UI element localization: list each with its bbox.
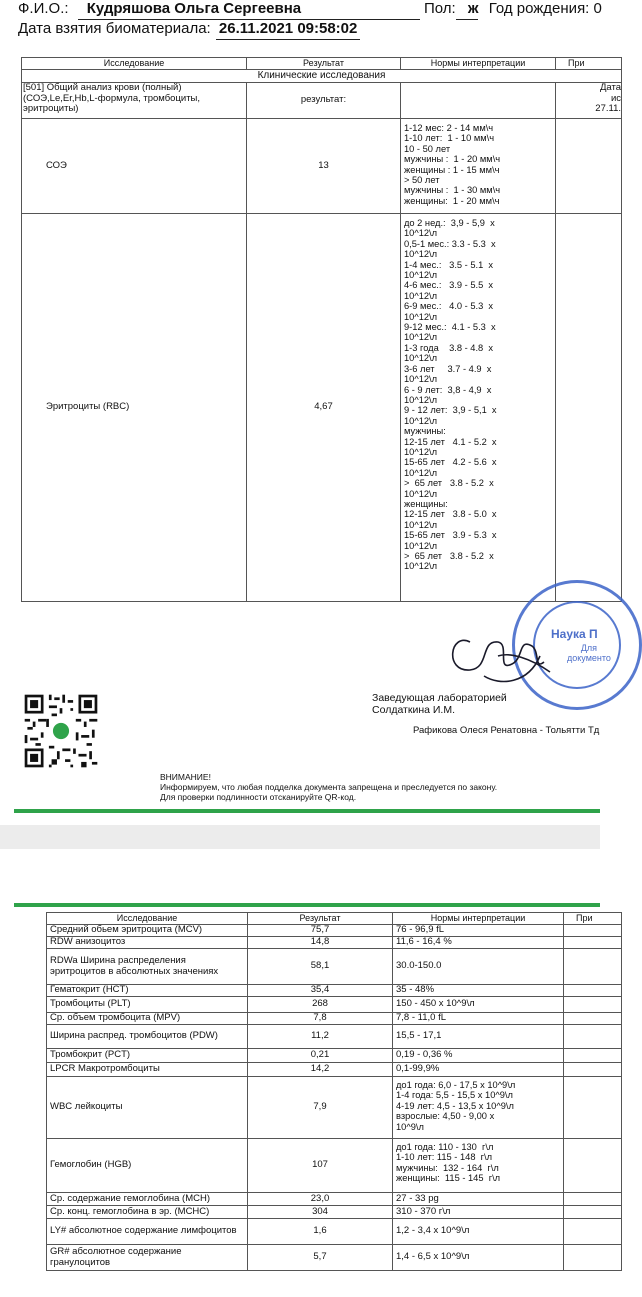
page-separator xyxy=(0,815,600,903)
row-name: Ширина распред. тромбоцитов (PDW) xyxy=(47,1025,248,1049)
table-row xyxy=(47,997,622,1013)
table-row xyxy=(47,985,622,997)
row-value: 23,0 xyxy=(248,1193,393,1206)
table-row xyxy=(47,1013,622,1025)
row-note xyxy=(564,1077,622,1139)
table-row xyxy=(47,1245,622,1271)
row-value: 13 xyxy=(247,119,401,214)
row-value: 75,7 xyxy=(248,925,393,937)
table-row xyxy=(47,1063,622,1077)
section-row xyxy=(22,70,622,83)
warning-notice xyxy=(160,772,497,802)
row-note xyxy=(564,1245,622,1271)
row-norm: 35 - 48% xyxy=(393,985,564,997)
row-note xyxy=(564,937,622,949)
executor-line: Рафикова Олеся Ренатовна - Тольятти Тд xyxy=(413,725,600,736)
date-underline xyxy=(216,39,360,40)
row-name: СОЭ xyxy=(22,119,247,214)
col-header-norms: Нормы интерпретации xyxy=(393,913,564,925)
table-row xyxy=(47,1077,622,1139)
row-value: 107 xyxy=(248,1139,393,1193)
stamp-subtitle: Для документо xyxy=(567,643,611,663)
row-norm: до1 года: 110 - 130 г\л 1-10 лет: 115 - 148 г\л мужчины: 132 - 164 г\л женщины: 115 - 145 г\л xyxy=(393,1139,564,1193)
row-value: 4,67 xyxy=(247,214,401,602)
row-value: 0,21 xyxy=(248,1049,393,1063)
panel-norm-empty xyxy=(401,83,556,119)
row-note xyxy=(564,1049,622,1063)
signature-name: Солдаткина И.М. xyxy=(372,704,456,716)
signature-scribble xyxy=(440,612,560,692)
row-value: 14,2 xyxy=(248,1063,393,1077)
row-norm: до1 года: 6,0 - 17,5 х 10^9\л 1-4 года: 5,5 - 15,5 х 10^9\л 4-19 лет: 4,5 - 13,5 х 10^9\л взрослые: 4,50 - 9,00 х 10^9\л xyxy=(393,1077,564,1139)
row-name: RDWa Ширина распределения эритроцитов в абсолютных значениях xyxy=(47,949,248,985)
row-note xyxy=(564,1013,622,1025)
row-norm: 30.0-150.0 xyxy=(393,949,564,985)
row-note xyxy=(556,214,622,602)
row-name: Ср. содержание гемоглобина (MCH) xyxy=(47,1193,248,1206)
row-value: 304 xyxy=(248,1206,393,1219)
row-value: 5,7 xyxy=(248,1245,393,1271)
row-value: 268 xyxy=(248,997,393,1013)
row-note xyxy=(564,1025,622,1049)
col-header-norms: Нормы интерпретации xyxy=(401,58,556,70)
row-name: GR# абсолютное содержание гранулоцитов xyxy=(47,1245,248,1271)
sex-value: ж xyxy=(467,0,479,17)
row-name: WBC лейкоциты xyxy=(47,1077,248,1139)
row-value: 14,8 xyxy=(248,937,393,949)
table-row xyxy=(47,1049,622,1063)
table-header-row xyxy=(22,58,622,70)
row-name: Ср. конц. гемоглобина в эр. (MCHC) xyxy=(47,1206,248,1219)
panel-name: [501] Общий анализ крови (полный)(СОЭ,Le,Er,Hb,L-формула, тромбоциты, эритроциты) xyxy=(22,83,247,119)
row-value: 7,8 xyxy=(248,1013,393,1025)
row-name: Эритроциты (RBC) xyxy=(22,214,247,602)
row-note xyxy=(564,1063,622,1077)
row-norm: 1-12 мес: 2 - 14 мм\ч 1-10 лет: 1 - 10 мм\ч 10 - 50 лет мужчины : 1 - 20 мм\ч женщины : 1 - 15 мм\ч > 50 лет мужчины : 1 - 30 мм\ч женщины: 1 - 20 мм\ч xyxy=(401,119,556,214)
warning-line-1: Информируем, что любая подделка документа запрещена и преследуется по закону. xyxy=(160,782,498,792)
section-title: Клинические исследования xyxy=(22,70,622,83)
table-row xyxy=(47,1139,622,1193)
sex-label: Пол: xyxy=(424,0,456,17)
patient-name: Кудряшова Ольга Сергеевна xyxy=(86,0,302,17)
separator-band xyxy=(0,825,600,849)
table-header-row xyxy=(47,913,622,925)
row-norm: 1,2 - 3,4 х 10^9\л xyxy=(393,1219,564,1245)
table-row xyxy=(47,1219,622,1245)
patient-name-line xyxy=(18,0,301,17)
row-norm: 1,4 - 6,5 х 10^9\л xyxy=(393,1245,564,1271)
sample-date-label: Дата взятия биоматериала: xyxy=(18,20,211,37)
warning-title: ВНИМАНИЕ! xyxy=(160,772,211,782)
row-norm: 11,6 - 16,4 % xyxy=(393,937,564,949)
row-name: Ср. объем тромбоцита (MPV) xyxy=(47,1013,248,1025)
row-name: Гематокрит (HCT) xyxy=(47,985,248,997)
table-row xyxy=(22,214,622,602)
page-2-top-green-bar xyxy=(14,903,600,907)
sex-birth-line xyxy=(424,0,602,17)
table-row xyxy=(47,925,622,937)
row-note xyxy=(564,997,622,1013)
row-norm: 27 - 33 pg xyxy=(393,1193,564,1206)
col-header-study: Исследование xyxy=(22,58,247,70)
page-1-bottom-green-bar xyxy=(14,809,600,813)
table-row xyxy=(47,1206,622,1219)
warning-line-2: Для проверки подлинности отсканируйте QR-код. xyxy=(160,792,357,802)
sex-underline xyxy=(456,19,478,20)
stamp-title: Наука П xyxy=(551,627,598,641)
row-note xyxy=(564,949,622,985)
panel-result-label: результат: xyxy=(247,83,401,119)
verification-qr-code xyxy=(22,692,100,770)
row-name: Средний обьем эритроцита (MCV) xyxy=(47,925,248,937)
row-name: Гемоглобин (HGB) xyxy=(47,1139,248,1193)
row-note xyxy=(564,925,622,937)
panel-row xyxy=(22,83,622,119)
row-norm: 0,1-99,9% xyxy=(393,1063,564,1077)
row-value: 58,1 xyxy=(248,949,393,985)
row-norm: 150 - 450 х 10^9\л xyxy=(393,997,564,1013)
sample-date-line xyxy=(18,20,357,37)
col-header-result: Результат xyxy=(248,913,393,925)
col-header-note: При xyxy=(564,913,622,925)
sample-date-value: 26.11.2021 09:58:02 xyxy=(218,20,358,37)
row-name: Тромбоциты (PLT) xyxy=(47,997,248,1013)
row-name: LPCR Макротромбоциты xyxy=(47,1063,248,1077)
row-norm: 310 - 370 г\л xyxy=(393,1206,564,1219)
document-page-2 xyxy=(0,903,600,1297)
row-norm: 7,8 - 11,0 fL xyxy=(393,1013,564,1025)
col-header-note: При xyxy=(556,58,622,70)
fio-label: Ф.И.О.: xyxy=(18,0,69,17)
table-row xyxy=(47,1193,622,1206)
birth-year-label: Год рождения: 0 xyxy=(488,0,602,17)
row-value: 11,2 xyxy=(248,1025,393,1049)
row-value: 7,9 xyxy=(248,1077,393,1139)
row-name: RDW анизоцитоз xyxy=(47,937,248,949)
table-row xyxy=(22,119,622,214)
row-norm: 76 - 96,9 fL xyxy=(393,925,564,937)
row-value: 35,4 xyxy=(248,985,393,997)
results-table-page-2 xyxy=(46,912,622,1271)
row-note xyxy=(564,1206,622,1219)
row-note xyxy=(564,985,622,997)
row-note xyxy=(564,1139,622,1193)
results-table-page-1 xyxy=(21,57,622,602)
table-row xyxy=(47,937,622,949)
row-name: Тромбокрит (PCT) xyxy=(47,1049,248,1063)
signature-role: Заведующая лабораторией xyxy=(372,692,507,704)
row-note xyxy=(564,1219,622,1245)
col-header-result: Результат xyxy=(247,58,401,70)
table-row xyxy=(47,949,622,985)
row-norm: до 2 нед.: 3,9 - 5,9 х 10^12\л 0,5-1 мес.: 3.3 - 5.3 х 10^12\л 1-4 мес.: 3.5 - 5.1 х 10^12\л 4-6 мес.: 3.9 - 5.5 х 10^12\л 6-9 мес.: 4.0 - 5.3 х 10^12\л 9-12 мес.: 4.1 - 5.3 х 10^12\л 1-3 года 3.8 - 4.8 х 10^12\л 3-6 лет 3.7 - 4.9 х 10^12\л 6 - 9 лет: 3,8 - 4,9 х 10^12\л 9 - 12 лет: 3,9 - 5,1 х 10^12\л мужчины: 12-15 лет 4.1 - 5.2 х 10^12\л 15-65 лет 4.2 - 5.6 х 10^12\л > 65 лет 3.8 - 5.2 х 10^12\л женщины: 12-15 лет 3.8 - 5.0 х 10^12\л 15-65 лет 3.9 - 5.3 х 10^12\л > 65 лет 3.8 - 5.2 х 10^12\л xyxy=(401,214,556,602)
row-note xyxy=(564,1193,622,1206)
table-row xyxy=(47,1025,622,1049)
row-value: 1,6 xyxy=(248,1219,393,1245)
row-norm: 0,19 - 0,36 % xyxy=(393,1049,564,1063)
row-norm: 15,5 - 17,1 xyxy=(393,1025,564,1049)
row-note xyxy=(556,119,622,214)
row-name: LY# абсолютное содержание лимфоцитов xyxy=(47,1219,248,1245)
panel-date-note: Дата ис 27.11. xyxy=(556,83,622,119)
col-header-study: Исследование xyxy=(47,913,248,925)
